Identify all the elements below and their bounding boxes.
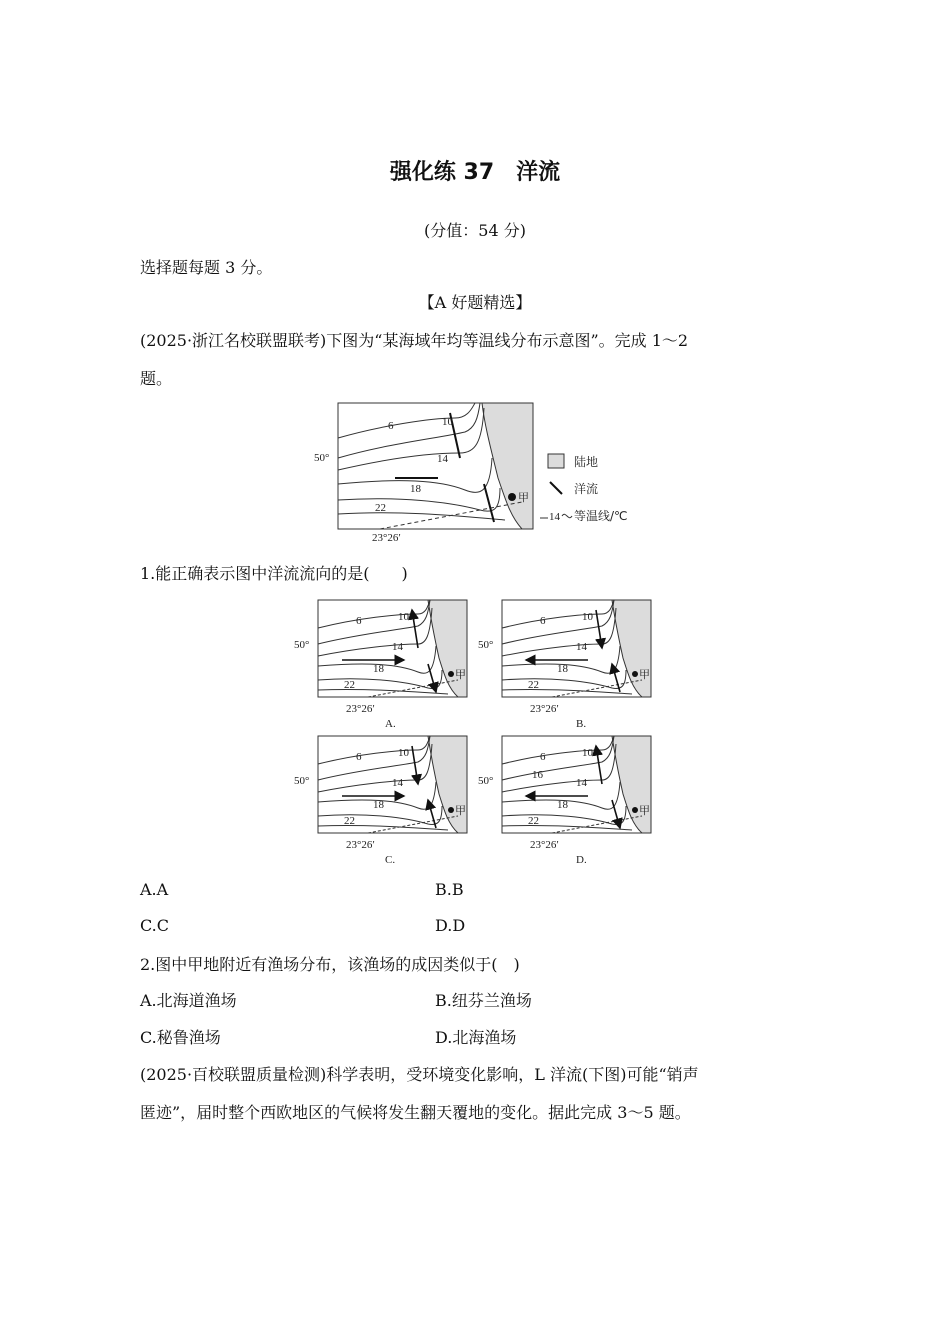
isotherm-label: 6 — [540, 615, 546, 627]
isotherm-label: 14 — [437, 453, 448, 465]
q2-option-d[interactable]: D.北海渔场 — [435, 1028, 517, 1047]
isotherm-label: 10 — [398, 611, 409, 623]
latitude-label: 50° — [314, 452, 330, 464]
isotherm-label: 14 — [576, 641, 587, 653]
tropic-label: 23°26′ — [346, 839, 375, 851]
isotherm-label: 10 — [582, 611, 593, 623]
q1-option-c[interactable]: C.C — [140, 916, 169, 935]
option-map-c — [294, 736, 467, 866]
section-title: 【A 好题精选】 — [418, 293, 532, 312]
legend-isotherm-label: 等温线/℃ — [574, 509, 628, 523]
intro2-line1: (2025·百校联盟质量检测)科学表明，受环境变化影响，L 洋流(下图)可能“销声 — [140, 1065, 699, 1084]
isotherm-label: 18 — [373, 663, 384, 675]
isotherm-label: 10 — [582, 747, 593, 759]
intro1-line2: 题。 — [140, 369, 173, 388]
tropic-label: 23°26′ — [372, 532, 401, 544]
legend-land-label: 陆地 — [574, 455, 599, 469]
isotherm-label: 14 — [392, 777, 403, 789]
latitude-label: 50° — [294, 639, 310, 651]
option-caption: C. — [385, 854, 396, 866]
isotherm-label: 6 — [356, 751, 362, 763]
legend-current-label: 洋流 — [574, 482, 599, 496]
latitude-label: 50° — [294, 775, 310, 787]
q1-option-a[interactable]: A.A — [140, 880, 169, 899]
isotherm-label: 6 — [540, 751, 546, 763]
place-label: 甲 — [639, 805, 650, 817]
legend-current-swatch — [550, 482, 562, 494]
legend-land-swatch — [548, 454, 564, 468]
tropic-label: 23°26′ — [530, 703, 559, 715]
place-label: 甲 — [455, 669, 466, 681]
isotherm-label: 14 — [576, 777, 587, 789]
isotherm-label: 14 — [392, 641, 403, 653]
latitude-label: 50° — [478, 639, 494, 651]
isotherm-label: 18 — [410, 483, 421, 495]
option-caption: A. — [385, 718, 396, 730]
tropic-label: 23°26′ — [346, 703, 375, 715]
q1-stem: 1.能正确表示图中洋流流向的是( ) — [140, 564, 408, 583]
instruction: 选择题每题 3 分。 — [140, 258, 273, 277]
score-note: (分值：54 分) — [424, 221, 526, 240]
place-label: 甲 — [639, 669, 650, 681]
q2-stem: 2.图中甲地附近有渔场分布，该渔场的成因类似于( ) — [140, 955, 520, 974]
isotherm-label: 18 — [557, 663, 568, 675]
option-caption: D. — [576, 854, 587, 866]
q2-option-a[interactable]: A.北海道渔场 — [140, 991, 237, 1010]
option-caption: B. — [576, 718, 587, 730]
place-label: 甲 — [455, 805, 466, 817]
isotherm-label: 22 — [344, 815, 355, 827]
place-dot — [508, 493, 516, 501]
q2-option-b[interactable]: B.纽芬兰渔场 — [435, 991, 532, 1010]
intro1-line1: (2025·浙江名校联盟联考)下图为“某海域年均等温线分布示意图”。完成 1～2 — [140, 331, 689, 350]
isotherm-label: 22 — [528, 679, 539, 691]
q1-option-b[interactable]: B.B — [435, 880, 464, 899]
isotherm-label: 18 — [557, 799, 568, 811]
latitude-label: 50° — [478, 775, 494, 787]
isotherm-label: 22 — [528, 815, 539, 827]
isotherm-map — [300, 398, 645, 548]
q1-option-maps — [290, 596, 670, 868]
legend-isotherm-sample: 14 — [549, 511, 560, 523]
option-map-a — [294, 600, 467, 730]
isotherm-label: 10 — [398, 747, 409, 759]
isotherm-label: 16 — [532, 769, 543, 781]
isotherm-label: 6 — [356, 615, 362, 627]
tropic-label: 23°26′ — [530, 839, 559, 851]
q1-option-d[interactable]: D.D — [435, 916, 466, 935]
place-label: 甲 — [518, 492, 529, 504]
intro2-line2: 匿迹”，届时整个西欧地区的气候将发生翻天覆地的变化。据此完成 3～5 题。 — [140, 1103, 691, 1122]
isotherm-label: 6 — [388, 420, 394, 432]
isotherm-label: 10 — [442, 416, 453, 428]
isotherm-label: 22 — [375, 502, 386, 514]
option-map-d — [478, 736, 651, 866]
option-map-b — [478, 600, 651, 730]
page-title: 强化练 37 洋流 — [389, 160, 561, 185]
q2-option-c[interactable]: C.秘鲁渔场 — [140, 1028, 221, 1047]
isotherm-label: 22 — [344, 679, 355, 691]
isotherm-label: 18 — [373, 799, 384, 811]
